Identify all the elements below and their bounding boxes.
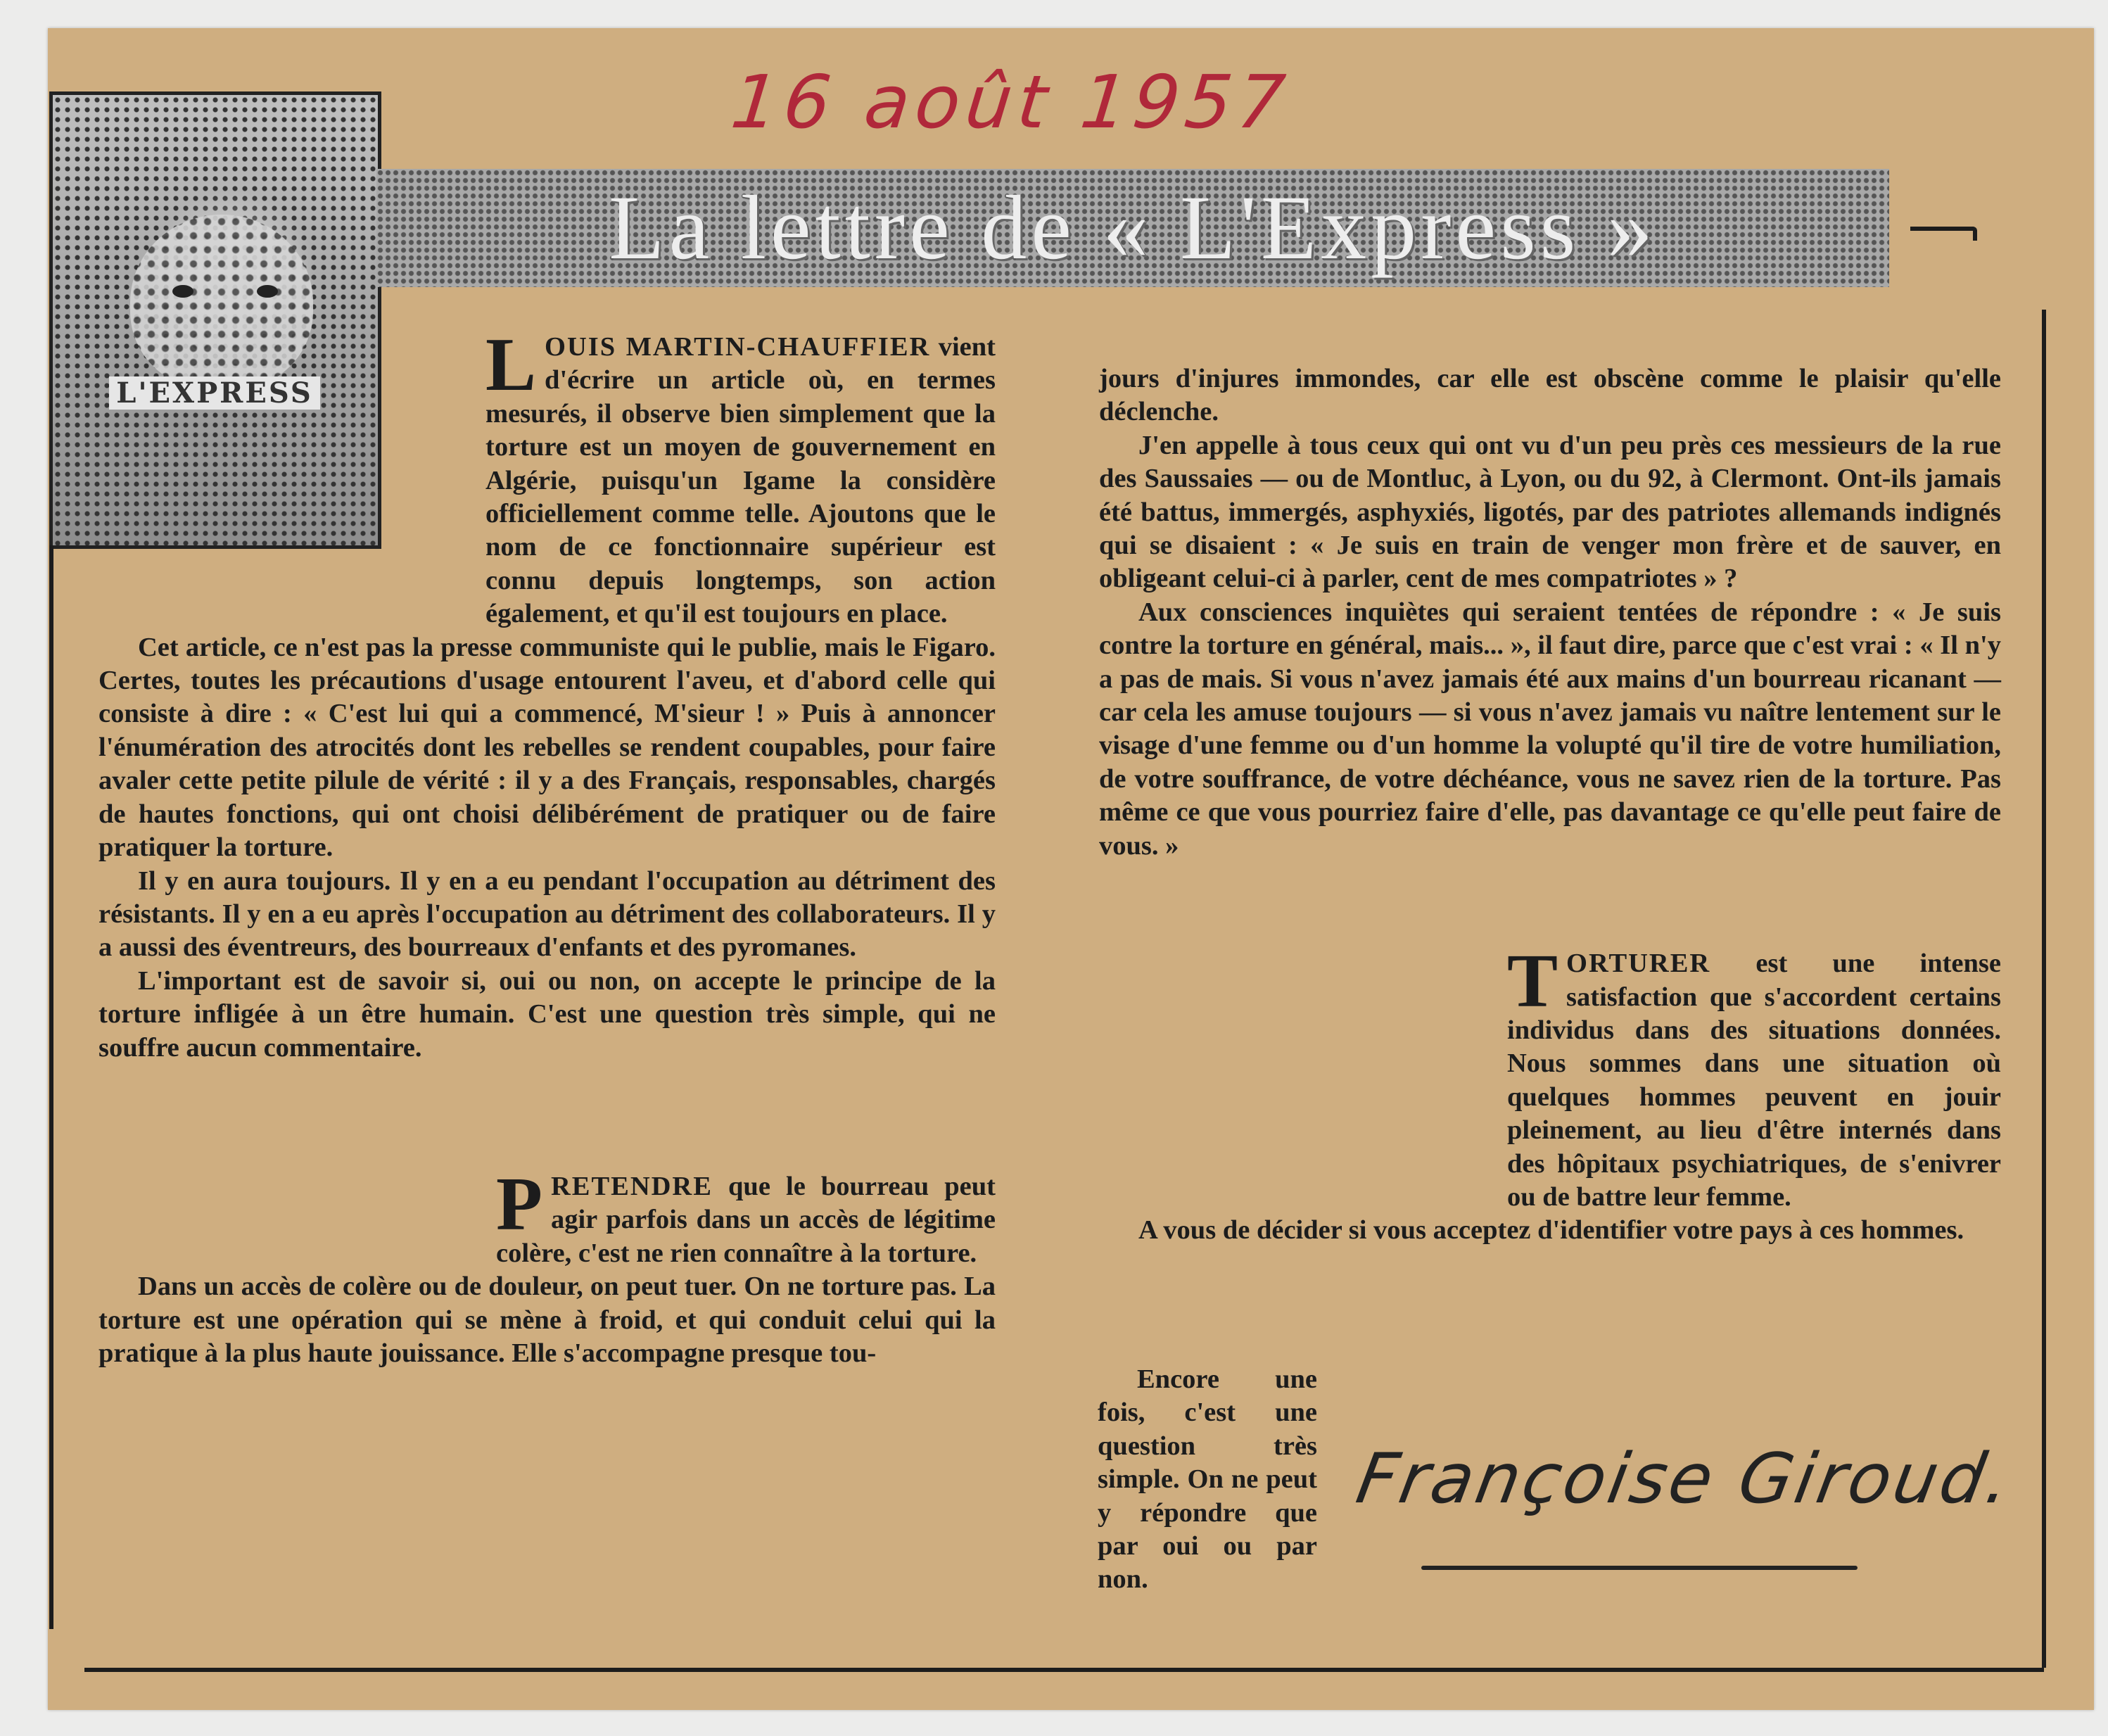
col1-p1-text: vient d'écrire un article où, en termes mesurés, il observe bien simplement que la torture est un moyen de gouvernement en Algérie, puisqu'un Igame la considère officiellement comme telle. Ajoutons que le nom de ce fonctionnaire supérieur est connu depuis longtemps, son action également, et qu'il est toujours en place.	[485, 332, 996, 629]
col1-paragraph-4: L'important est de savoir si, oui ou non, on accepte le principe de la torture infligée à un être humain. C'est une question très simple, qui ne souffre aucun commentaire.	[99, 965, 996, 1063]
col1-dropcap-p: P	[496, 1162, 542, 1246]
leopard-eye-left	[172, 285, 193, 298]
col2-dropcap-t: T	[1507, 939, 1558, 1024]
col2-paragraph-2: J'en appelle à tous ceux qui ont vu d'un peu près ces messieurs de la rue des Saussaies — ou de Montluc, à Lyon, ou du 92, à Clermont. Ont-ils jamais été battus, immergés, asphyxiés, ligotés, par des patriotes allemands indignés qui se disaient : « Je suis en train de venger mon frère et de sauver, en obligeant celui-ci à parler, cent de mes compatriotes » ?	[1099, 430, 2001, 594]
col2-p4-text: est une intense satisfaction que s'accordent certains individus dans des situations données. Nous sommes dans une situation où quelques hommes peuvent en jouir pleinement, au lieu d'être internés dans des hôpitaux psychiatriques, de s'enivrer ou de battre leur femme.	[1507, 949, 2001, 1212]
col1-p5-text: que le bourreau peut agir parfois dans un accès de légitime colère, c'est ne rien connaître à la torture.	[496, 1171, 996, 1268]
col1-paragraph-3: Il y en aura toujours. Il y en a eu pendant l'occupation au détriment des résistants. Il y en a eu après l'occupation au détriment des collaborateurs. Il y a aussi des éventreurs, des bourreaux d'enfants et des pyromanes.	[99, 866, 996, 963]
col2-paragraph-5: A vous de décider si vous acceptez d'identifier votre pays à ces hommes.	[1138, 1215, 1964, 1246]
col2-paragraph-3: Aux consciences inquiètes qui seraient tentées de répondre : « Je suis contre la torture en général, mais... », il faut dire, parce que c'est vrai : « Il n'y a pas de mais. Si vous n'avez jamais été aux mains d'un bourreau ricanant — car cela les amuse toujours — si vous n'avez jamais vu naître lentement sur le visage d'une femme ou d'un homme la volupté qu'il tire de votre humiliation, de votre souffrance, de votre déchéance, vous ne savez rien de la torture. Pas même ce que vous pourriez faire d'elle, pas davantage ce qu'elle peut faire de vous. »	[1099, 597, 2001, 861]
handwritten-date: 16 août 1957	[727, 59, 1295, 145]
col2-gap	[1099, 863, 2001, 947]
col1-paragraph-2: Cet article, ce n'est pas la presse communiste qui le publie, mais le Figaro. Certes, toutes les précautions d'usage entourent l'aveu, et d'abord celle qui consiste à dire : « C'est lui qui a commencé, M'sieur ! » Puis à annoncer l'énumération des atrocités dont les rebelles se rendent coupables, pour faire avaler cette petite pilule de vérité : il y a des Français, responsables, chargés de hautes fonctions, qui ont choisi délibérément de pratiquer ou de faire pratiquer la torture.	[99, 632, 996, 863]
frame-corner-top	[1973, 227, 1977, 241]
col1-intro-indent	[99, 331, 485, 605]
logo-word: L'EXPRESS	[109, 376, 320, 410]
col2-paragraph-6: Encore une fois, c'est une question très simple. On ne peut y répondre que par oui ou par non.	[1098, 1364, 1317, 1595]
frame-top-tick	[1910, 227, 1974, 231]
col2-paragraph-4	[1099, 939, 2001, 1214]
title-banner	[376, 169, 1889, 287]
col1-paragraph-6: Dans un accès de colère ou de douleur, on peut tuer. On ne torture pas. La torture est une opération qui se mène à froid, et qui conduit celui qui la pratique à la plus haute jouissance. Elle s'accompagne presque tou-	[99, 1272, 996, 1368]
handwritten-signature: Françoise Giroud.	[1350, 1439, 2019, 1519]
banner-title: La lettre de « L'Express »	[609, 177, 1657, 279]
column-right	[1099, 362, 2001, 1248]
col1-lead-name: OUIS MARTIN-CHAUFFIER	[545, 332, 931, 362]
column-left	[99, 323, 996, 1370]
frame-left-line	[49, 545, 53, 1629]
leopard-eye-right	[257, 285, 278, 298]
col2-lead-torturer: ORTURER	[1566, 949, 1711, 979]
col2-closing-paragraph	[1098, 1363, 1317, 1597]
col1-dropcap-l: L	[485, 323, 537, 407]
frame-right-line	[2042, 310, 2046, 1668]
col1-gap	[99, 1065, 996, 1170]
col2-paragraph-1: jours d'injures immondes, car elle est obscène comme le plaisir qu'elle déclenche.	[1099, 364, 2001, 427]
col1-lead-pretendre: RETENDRE	[550, 1171, 713, 1201]
col1-paragraph-5	[99, 1162, 996, 1270]
frame-bottom-line	[84, 1668, 2044, 1672]
signature-underline	[1421, 1566, 1858, 1570]
